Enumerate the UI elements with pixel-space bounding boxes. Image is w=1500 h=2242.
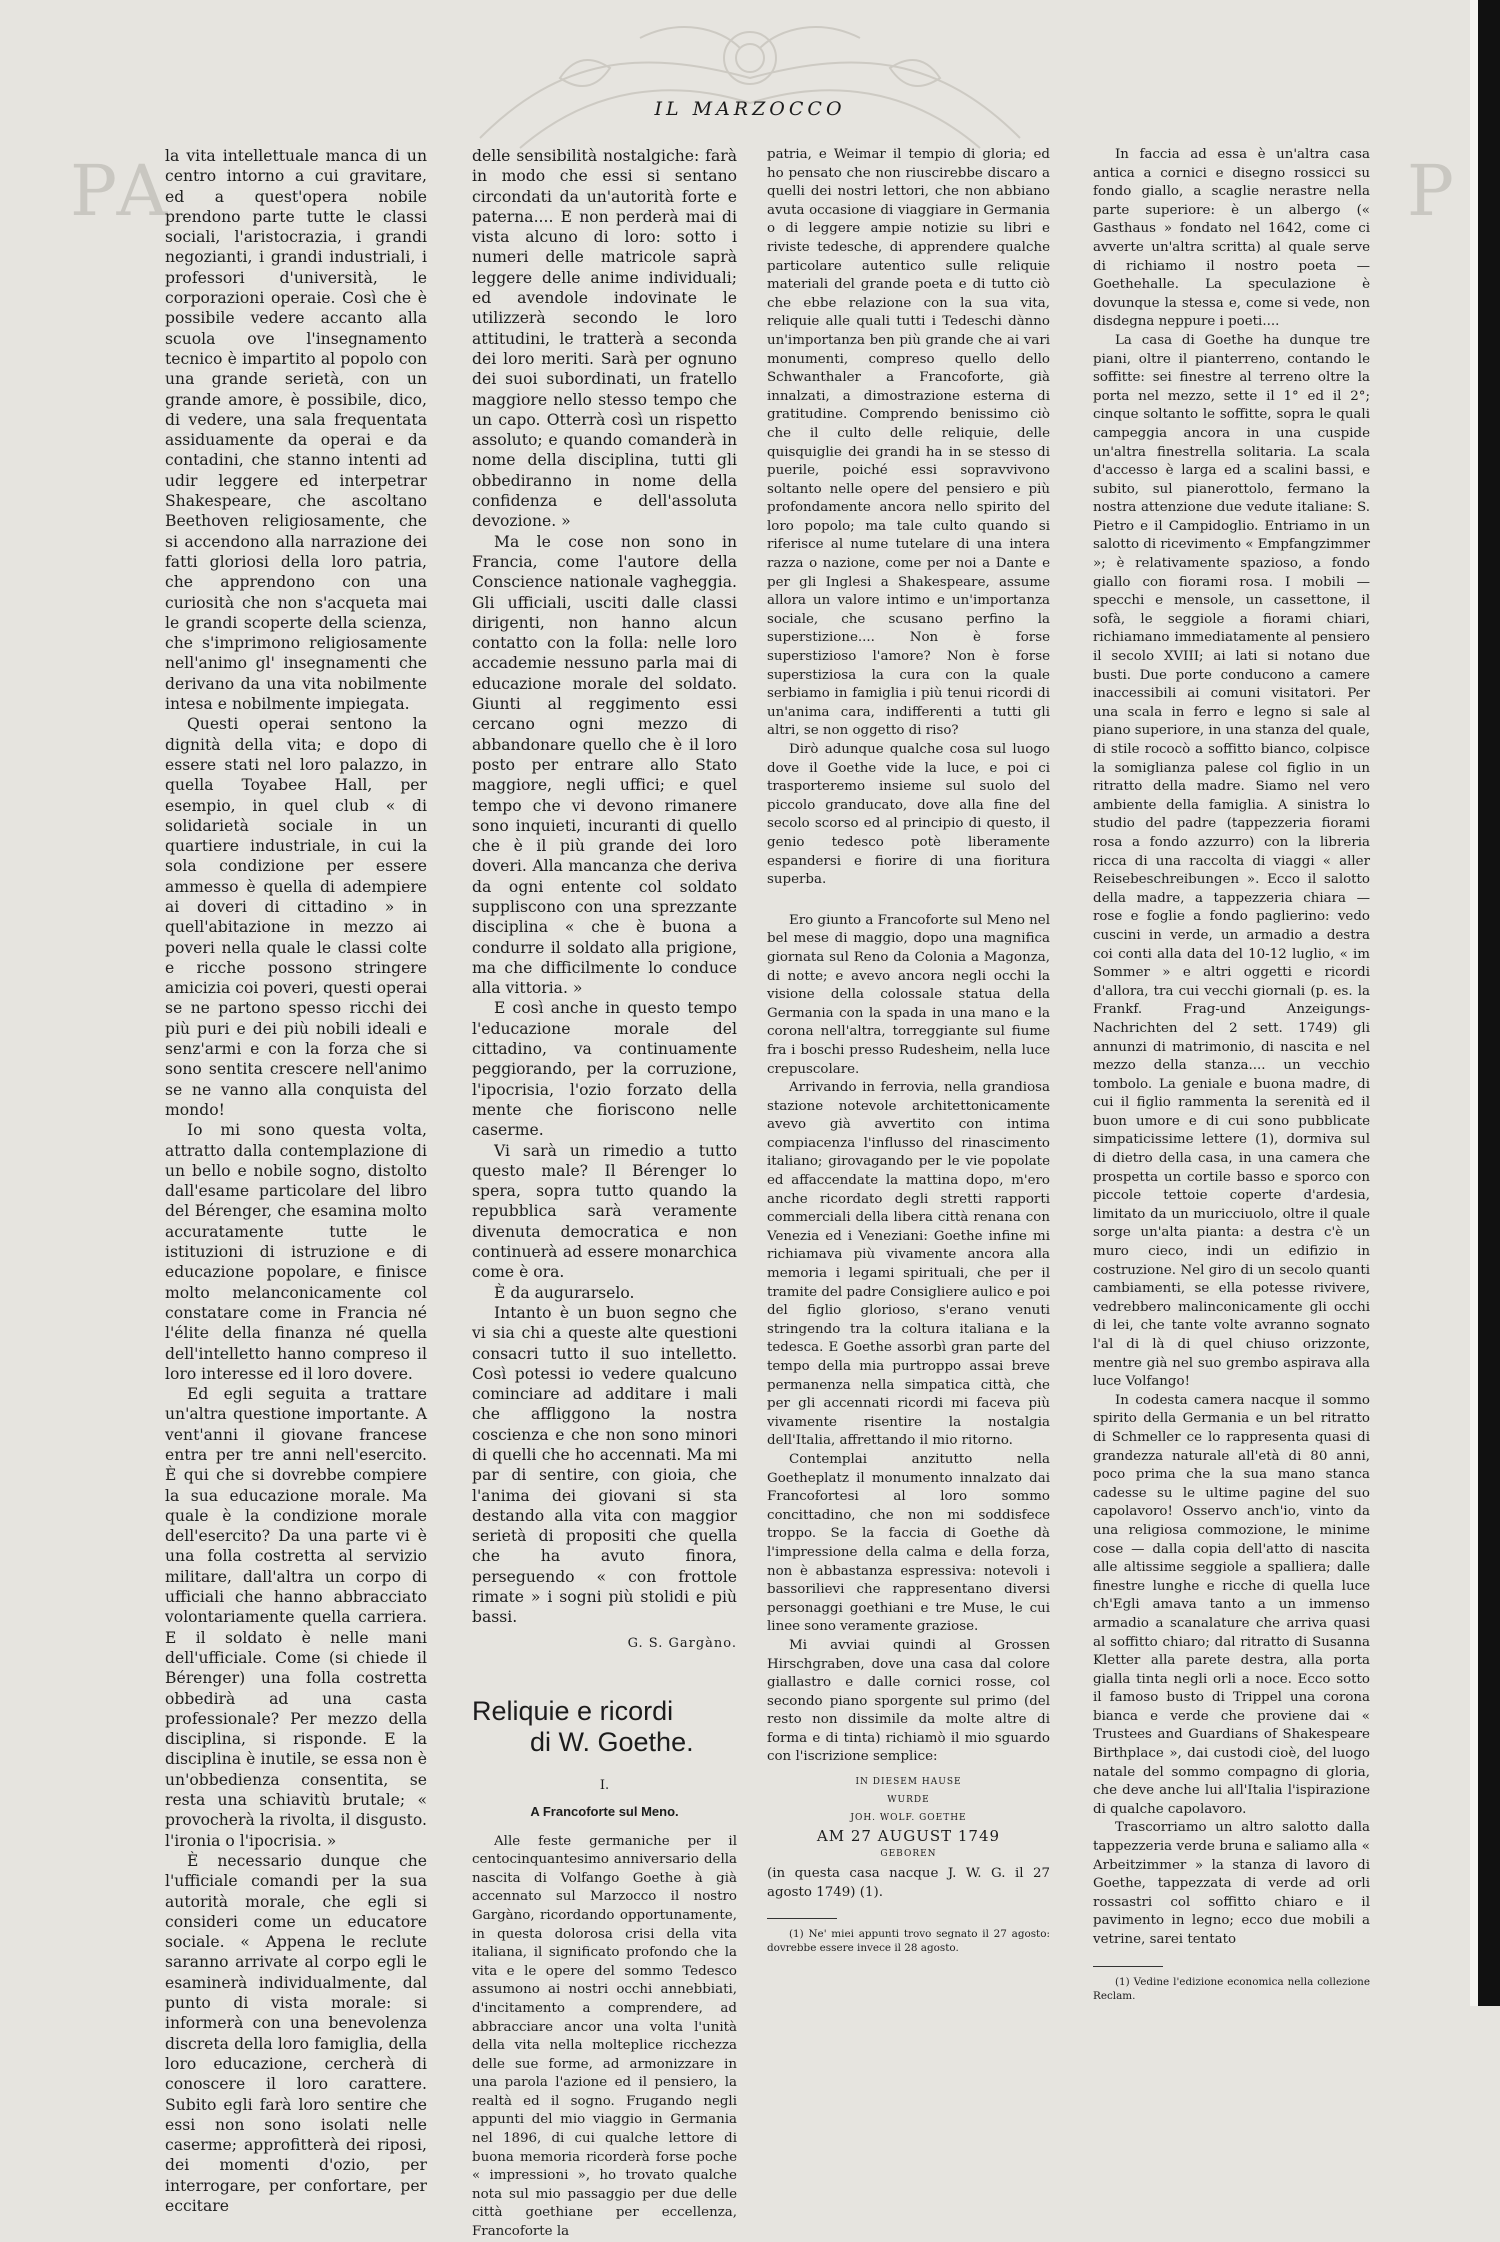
footnote-rule xyxy=(1093,1966,1163,1967)
paragraph: Ero giunto a Francoforte sul Meno nel bel mese di maggio, dopo una magnifica giornata sul Reno da Colonia a Magonza, di notte; e avevo ancora negli occhi la visione della colossale statua della Germania con la spada in una mano e la corona nell'altra, torreggiante sul fiume fra i boschi presso Rudesheim, nella luce crepuscolare. xyxy=(767,912,1050,1077)
paragraph: Dirò adunque qualche cosa sul luogo dove il Goethe vide la luce, e poi ci trasporteremo insieme sul suolo del piccolo granducato, dove alla fine del secolo scorso ed al principio di questo, il genio tedesco potè liberamente espandersi e fiorire di una fioritura superba. xyxy=(767,742,1050,888)
paragraph: Alle feste germaniche per il centocinquantesimo anniversario della nascita di Volfango Goethe à già accennato sul Marzocco il nostro Gargàno, ricordando opportunamente, in questa dolorosa crisi della vita italiana, il significato profondo che la vita e le opere del sommo Tedesco assumono ai nostri occhi annebbiati, d'incitamento a comprendere, ad abbracciare ancor una volta l'unità della vita nella molteplice ricchezza delle sue forme, ad armonizzare in una parola l'azione ed il pensiero, la realtà ed il sogno. Frugando negli appunti del mio viaggio in Germania nel 1896, di cui qualche lettore di buona memoria ricorderà forse poche « impressioni », ho trovato qualche nota sul mio passaggio per due delle città goethiane per eccellenza, Francoforte la xyxy=(472,1833,737,2240)
column-2 xyxy=(472,146,737,2242)
paragraph: E così anche in questo tempo l'educazione morale del cittadino, va continuamente peggiorando, per la corruzione, l'ipocrisia, l'ozio forzato della mente che fioriscono nelle caserme. xyxy=(472,999,737,1140)
footnote: (1) Ne' miei appunti trovo segnato il 27 agosto: dovrebbe essere invece il 28 agosto. xyxy=(767,1928,1050,1955)
paragraph: Trascorriamo un altro salotto dalla tappezzeria verde bruna e saliamo alla « Arbeitzimmer » la stanza di lavoro di Goethe, tappezzata di verde ad orli rossastri col soffitto chiaro e il pavimento in legno; ecco due mobili a vetrine, sarei tentato xyxy=(1093,1820,1370,1947)
footnote-rule xyxy=(767,1918,837,1919)
paragraph: Ma le cose non sono in Francia, come l'autore della Conscience nationale vagheggia. Gli ufficiali, usciti dalle classi dirigenti, non hanno alcun contatto con la folla: nelle loro accademie nessuno parla mai di educazione morale del soldato. Giunti al reggimento essi cercano ogni mezzo di abbandonare quello che è il loro posto per entrare allo Stato maggiore, negli uffici; e quel tempo che vi devono rimanere sono inquieti, incuranti di quello che è il più grande dei loro doveri. Alla mancanza che deriva da ogni entente col soldato suppliscono con una sprezzante disciplina « che è buona a condurre il soldato alla prigione, ma che difficilmente lo conduce alla vittoria. » xyxy=(472,532,737,998)
paragraph: Intanto è un buon segno che vi sia chi a queste alte questioni consacri tutto il suo intelletto. Così potessi io vedere qualcuno cominciare ad additare i mali che affliggono la nostra coscienza e che non sono minori di quelli che ho accennati. Ma mi par di sentire, con gioia, che l'anima dei giovani si sta destando alla vita con maggior serietà di propositi che quella che ha avuto finora, perseguendo « con frottole rimate » i sogni più stolidi e più bassi. xyxy=(472,1303,737,1627)
part-numeral: I. xyxy=(599,1777,610,1793)
article-title-line-2: di W. Goethe. xyxy=(530,1726,694,1757)
section-gap xyxy=(767,890,1050,912)
paragraph: Io mi sono questa volta, attratto dalla contemplazione di un bello e nobile sogno, distolto dall'esame particolare del libro del Bérenger, che esamina molto accuratamente tutte le istituzioni di istruzione e di educazione popolare, e finisce molto melanconicamente col constatare come in Francia né l'élite della finanza né quella dell'intelletto hanno compreso il loro interesse ed il loro dovere. xyxy=(165,1121,427,1383)
scan-margin-light xyxy=(1470,0,1478,2006)
paragraph: patria, e Weimar il tempio di gloria; ed ho pensato che non riuscirebbe discaro a quelli dei nostri lettori, che non abbiano avuta occasione di viaggiare in Germania o di leggere ampie notizie su libri e riviste tedesche, di apprendere qualche particolare autentico sulle reliquie materiali del grande poeta e di tutto ciò che ebbe relazione con la sua vita, reliquie alle quali tutti i Tedeschi dànno un'importanza ben più grande che ai vari monumenti, compreso quello dello Schwanthaler a Francoforte, già innalzati, a dimostrazione esterna di gratitudine. Comprendo benissimo ciò che il culto delle reliquie, delle quisquiglie dei grandi ha in se stesso di puerile, poiché essi sopravvivono soltanto nelle opere del pensiero e più profondamente ancora nello spirito del loro popolo; ma tale culto quando si riferisce al nume tutelare di una intera razza o nazione, come per noi a Dante e per gli Inglesi a Shakespeare, assume allora un valore intimo e un'importanza sociale, che scusano perfino la superstizione.... Non è forse superstizioso l'amore? Non è forse superstiziosa la cura con la quale serbiamo in famiglia i più tenui ricordi di un'anima cara, indifferenti a tutti gli altri, se non oggetto di riso? xyxy=(767,147,1050,739)
footnote: (1) Vedine l'edizione economica nella collezione Reclam. xyxy=(1093,1975,1370,2002)
paragraph: la vita intellettuale manca di un centro intorno a cui gravitare, ed a quest'opera nobile prendono parte tutte le classi sociali, l'aristocrazia, i grandi negozianti, i grandi industriali, i professori d'università, le corporazioni operaie. Così che è possibile vedere accanto alla scuola ove l'insegnamento tecnico è impartito al popolo con una grande serietà, con un grande amore, è possibile, dico, di vedere, una sala frequentata assiduamente da operai e da contadini, che stanno intenti ad udir leggere ed interpetrar Shakespeare, che ascoltano Beethoven religiosamente, che si accendono alla narrazione dei fatti gloriosi della loro patria, che apprendono con una curiosità che non s'acqueta mai le grandi scoperte della scienza, che s'imprimono religiosamente nell'animo gl' insegnamenti che derivano da una vita nobilmente intesa e nobilmente impiegata. xyxy=(165,147,427,714)
paragraph: La casa di Goethe ha dunque tre piani, oltre il pianterreno, contando le soffitte: sei finestre al terreno oltre la porta nel mezzo, sette il 1° ed il 2°; cinque soltanto le soffitte, sopra le quali campeggia ancora in una cuspide un'altra finestrella solitaria. La scala d'accesso è larga ed a scalini bassi, e subito, sul pianerottolo, fermano la nostra attenzione due vedute italiane: S. Pietro e il Campidoglio. Entriamo in un salotto di ricevimento « Empfangzimmer »; è relativamente spazioso, a fondo giallo con fiorami rosa. I mobili — specchi e mensole, un cassettone, il sofà, le seggiole a fiorami chiari, richiamano immediatamente al pensiero il secolo XVIII; ai lati si notano due busti. Due porte conducono a camere inaccessibili ai comuni visitatori. Per una scala in ferro e legno si sale al piano superiore, in una stanza del quale, di stile rococò a soffitto bianco, colpisce la somiglianza palese col figlio in un ritratto della madre. Siamo nel vero ambiente della famiglia. A sinistra lo studio del padre (tappezzeria fiorami rosa a fondo azzurro) con la libreria ricca di una raccolta di viaggi « aller Reisebeschreibungen ». Ecco il salotto della madre, a tappezzeria chiara — rose e foglie a fondo paglierino: vedo cuscini in verde, un armadio a destra coi conti alla data del 10-12 luglio, « im Sommer » e altri oggetti e ricordi d'allora, tra cui vecchi giornali (p. es. la Frankf. Frag-und Anzeigungs-Nachrichten del 2 sett. 1749) gli annunzi di matrimonio, di nascita e nel mezzo della stanza.... un vecchio tombolo. La geniale e buona madre, di cui il figlio rammenta la serenità ed il buon umore e di cui sono pubblicate simpaticissime lettere (1), dormiva sul di dietro della casa, in una camera che prospetta un cortile basso e sporco con piccole tettoie coperte d'ardesia, limitato da un muricciuolo, oltre il quale sorge un'alta pianta: a destra c'è un muro cieco, indi un edifizio in costruzione. Nel giro di un secolo quanti cambiamenti, se ella potesse rivivere, vedrebbero malinconicamente gli occhi di lei, che tante volte avranno sognato l'al di là di quel chiuso orizzonte, mentre già nel suo grembo aspirava alla luce Volfango! xyxy=(1093,332,1370,1390)
section-subheading: A Francoforte sul Meno. xyxy=(530,1804,679,1820)
author-signature: G. S. Gargàno. xyxy=(627,1635,737,1651)
paragraph: Arrivando in ferrovia, nella grandiosa stazione notevole architettonicamente avevo già avvertito con intima compiacenza l'influsso del rinascimento italiano; girovagando per le vie popolate ed affaccendate la mattina dopo, m'ero anche ricordato degli stretti rapporti commerciali della libera città renana con Venezia ed i Veneziani: Goethe infine mi richiamava più vivamente ancora alla memoria i legami spirituali, che per il tramite del padre Consigliere aulico e poi del figlio glorioso, s'erano venuti stringendo tra la coltura italiana e la tedesca. E Goethe assorbì gran parte del tempo della mia purtroppo assai breve permanenza nella simpatica città, che per gli accennati ricordi mi faceva più vivamente risentire la nostalgia dell'Italia, affrettando il mio ritorno. xyxy=(767,1080,1050,1449)
paragraph: Vi sarà un rimedio a tutto questo male? Il Bérenger lo spera, sopra tutto quando la repubblica sarà veramente divenuta democratica e non continuerà ad essere monarchica come è ora. xyxy=(472,1141,737,1282)
running-header-title: IL MARZOCCO xyxy=(654,98,846,120)
inscription-line: AM 27 AUGUST 1749 xyxy=(816,1827,1001,1846)
paragraph: È necessario dunque che l'ufficiale comandi per la sua autorità morale, che egli si consideri come un educatore sociale. « Appena le reclute saranno arrivate al corpo egli le esaminerà individualmente, dal punto di vista morale: si informerà con una benevolenza discreta della loro famiglia, della loro educazione, cercherà di conoscere il loro carattere. Subito egli farà loro sentire che essi non sono isolati nelle caserme; approfitterà dei riposi, dei momenti d'ozio, per interrogare, per confortare, per eccitare xyxy=(165,1851,427,2215)
bleedthrough-letters-left: PA xyxy=(70,150,174,232)
scan-edge-dark xyxy=(1478,0,1500,2006)
column-1 xyxy=(165,146,427,2216)
inscription-line: JOH. WOLF. GOETHE xyxy=(850,1813,967,1824)
inscription-line: WURDE xyxy=(887,1795,930,1806)
paragraph: In faccia ad essa è un'altra casa antica a cornici e disegno rossicci su fondo giallo, a scaglie nerastre nella parte superiore: è un albergo (« Gasthaus » fondato nel 1642, come ci avverte un'altra scritta) al quale serve di richiamo il nostro poeta — Goethehalle. La speculazione è dovunque la stessa e, come si vede, non disdegna neppure i poeti.... xyxy=(1093,147,1370,330)
bleedthrough-letters-right: P xyxy=(1406,150,1460,232)
inscription-line: GEBOREN xyxy=(880,1849,937,1860)
paragraph: Ed egli seguita a trattare un'altra questione importante. A vent'anni il giovane francese entra per tre anni nell'esercito. È qui che si dovrebbe compiere la sua educazione morale. Ma quale è la condizione morale dell'esercito? Da una parte vi è una folla costretta al servizio militare, dall'altra un corpo di ufficiali che hanno abbracciato volontariamente quella carriera. E il soldato è nelle mani dell'ufficiale. Come (si chiede il Bérenger) una folla costretta obbedirà ad una casta professionale? Per mezzo della disciplina, si risponde. E la disciplina è inutile, se essa non è un'obbedienza consentita, se resta una schiavitù brutale; « provocherà la rivolta, il disgusto. l'ironia o l'ipocrisia. » xyxy=(165,1385,427,1850)
column-4 xyxy=(1093,146,1370,2003)
paragraph: Contemplai anzitutto nella Goetheplatz il monumento innalzato dai Francofortesi al loro sommo concittadino, che non mi soddisfece troppo. Se la faccia di Goethe dà l'impressione della calma e della forza, non è abbastanza espressiva: notevoli i bassorilievi che rappresentano diversi personaggi goethiani e tre Muse, le cui linee sono veramente graziose. xyxy=(767,1451,1050,1635)
paragraph: Mi avviai quindi al Grossen Hirschgraben, dove una casa dal colore giallastro e dalle cornici rosse, col secondo piano sporgente sul primo (del resto non dissimile da molte altre di forma e di tinta) richiamò il mio sguardo con l'iscrizione semplice: xyxy=(767,1637,1050,1765)
paragraph: È da augurarselo. xyxy=(494,1283,635,1302)
paragraph: delle sensibilità nostalgiche: farà in modo che essi si sentano circondati da un'autorità forte e paterna.... E non perderà mai di vista alcuno di loro: sotto i numeri delle matricole saprà leggere delle anime individuali; ed avendole indovinate le utilizzerà secondo le loro attitudini, le tratterà a seconda dei loro meriti. Sarà per ognuno dei suoi subordinati, un fratello maggiore nello stesso tempo che un capo. Otterrà così un rispetto assoluto; e quando comanderà in nome della disciplina, tutti gli obbediranno in nome della confidenza e dell'assoluta devozione. » xyxy=(472,147,737,531)
article-title-line-1: Reliquie e ricordi xyxy=(472,1695,674,1726)
paragraph: Questi operai sentono la dignità della vita; e dopo di essere stati nel loro palazzo, in quella Toyabee Hall, per esempio, in quel club « di solidarietà sociale in un quartiere industriale, in cui la sola condizione per essere ammesso è quella di adempiere ai doveri di cittadino » in quell'abitazione in mezzo ai poveri nella quale le classi colte e ricche possono stringere amicizia coi poveri, questi operai se ne partono spesso ricchi dei più puri e dei più nobili ideali e senz'armi e con la forza che si sono sentita crescere nell'animo se ne vanno alla conquista del mondo! xyxy=(165,715,427,1119)
house-inscription xyxy=(767,1773,1050,1863)
paragraph: (in questa casa nacque J. W. G. il 27 agosto 1749) (1). xyxy=(767,1866,1050,1900)
inscription-line: IN DIESEM HAUSE xyxy=(855,1777,962,1788)
article-title xyxy=(472,1696,737,1758)
column-3 xyxy=(767,146,1050,1955)
paragraph: In codesta camera nacque il sommo spirito della Germania e un bel ritratto di Schmeller ce lo rappresenta quasi di grandezza naturale all'età di 80 anni, poco prima che la sua mano stanca cadesse su le ultime pagine del suo capolavoro! Osservo anch'io, vinto da una religiosa commozione, le minime cose — dalla copia dell'atto di nascita alle altissime seggiole a spalliera; dalle finestre lunghe e ricche di quella luce ch'Egli amava tanto a un immenso armadio a scanalature che arriva quasi al soffitto chiaro; dal ritratto di Susanna Kletter alla parete destra, alla porta gialla tinta negli orli a noce. Ecco sotto il famoso busto di Trippel una corona bianca e verde che proviene dai « Trustees and Guardians of Shakespeare Birthplace », dai custodi cioè, del luogo natale del sommo compagno di gloria, che deve anche lui all'Italia l'ispirazione di qualche capolavoro. xyxy=(1093,1392,1370,1817)
